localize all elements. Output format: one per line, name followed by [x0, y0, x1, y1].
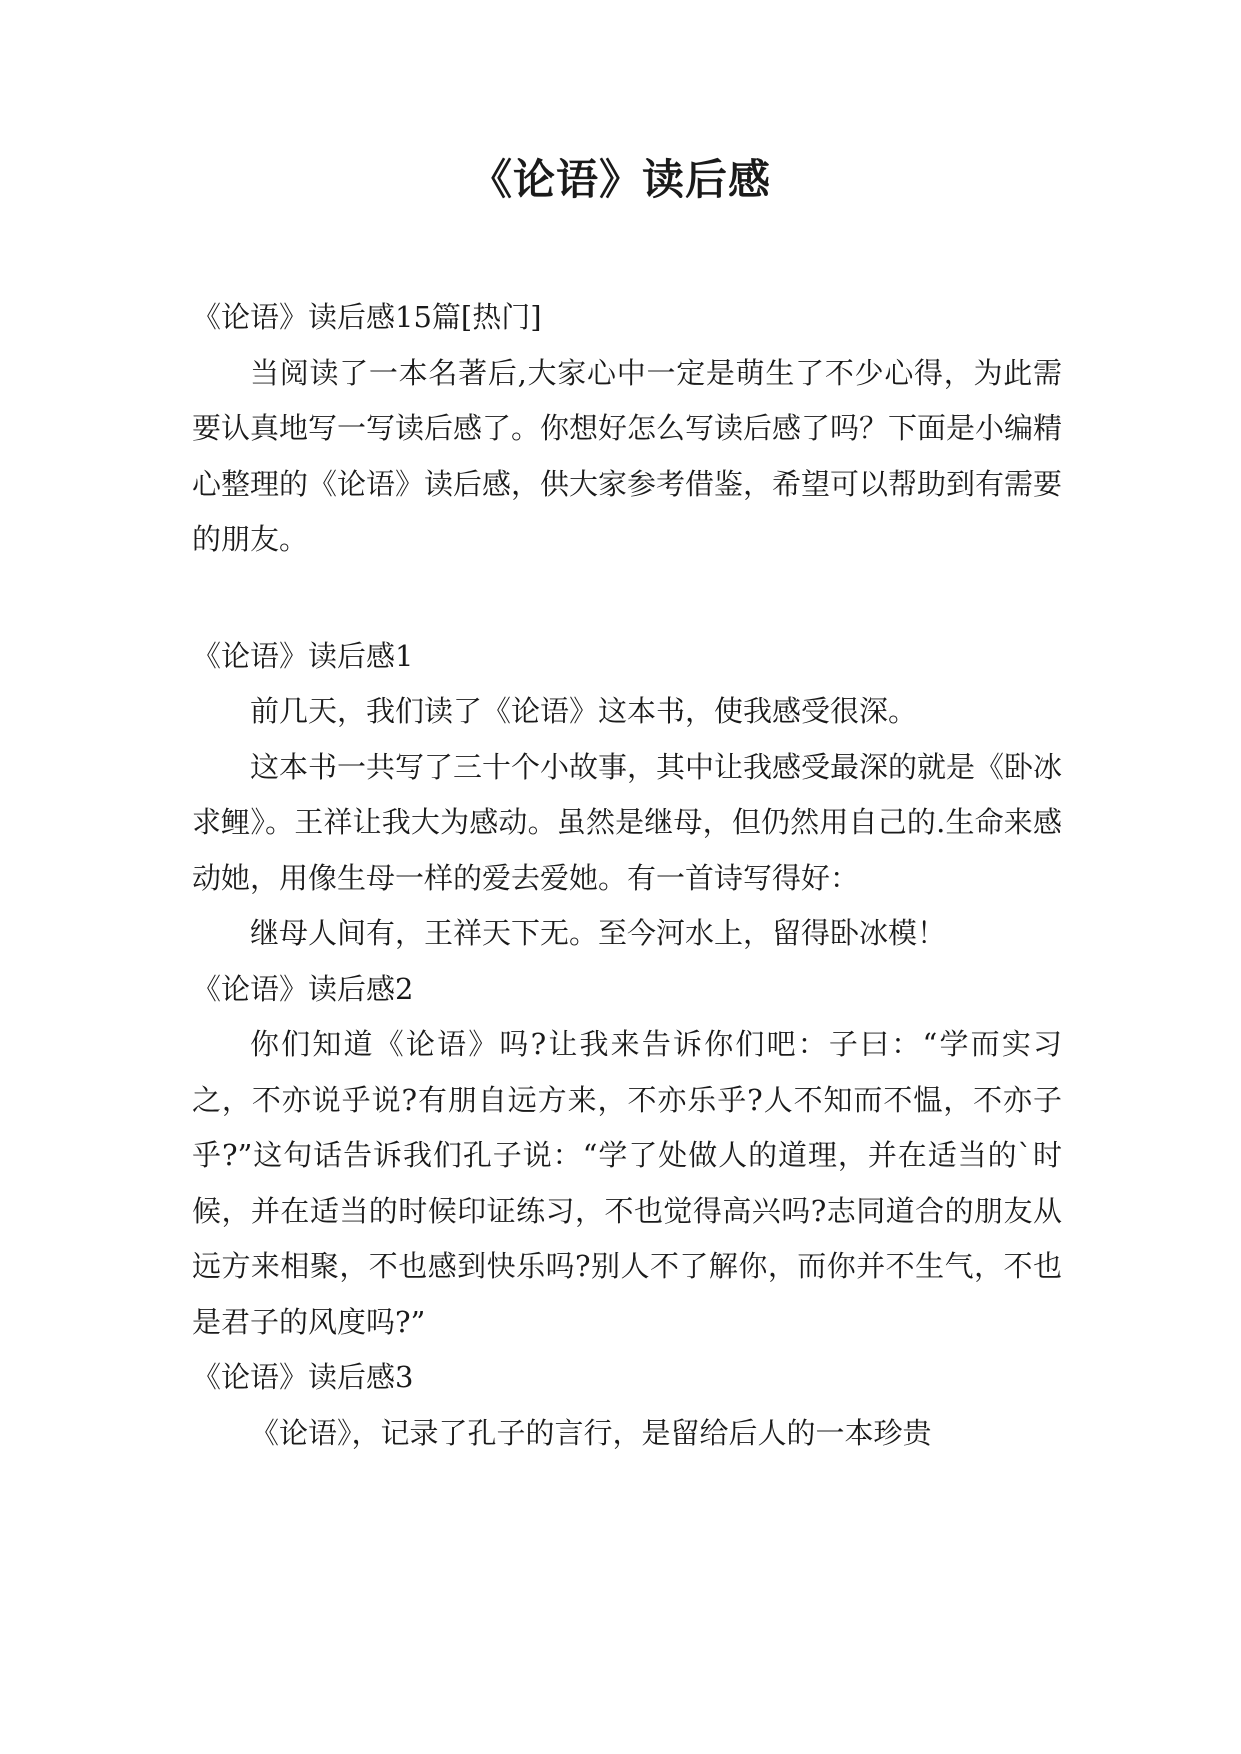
section-2-paragraph-1: 你们知道《论语》吗?让我来告诉你们吧：子曰：“学而实习之，不亦说乎说?有朋自远方来，不亦乐乎?人不知而不愠，不亦子乎?”这句话告诉我们孔子说：“学了处做人的道理，并在适当的`时候，并在适当的时候印证练习，不也觉得高兴吗?志同道合的朋友从远方来相聚，不也感到快乐吗?别人不了解你，而你并不生气，不也是君子的风度吗?” — [192, 1027, 1062, 1339]
intro-paragraph: 当阅读了一本名著后,大家心中一定是萌生了不少心得，为此需要认真地写一写读后感了。你想好怎么写读后感了吗？下面是小编精心整理的《论语》读后感，供大家参考借鉴，希望可以帮助到有需要的朋友。 — [192, 355, 1063, 556]
section-spacer — [192, 568, 1062, 629]
section-heading-3: 《论语》读后感3 — [192, 1360, 414, 1394]
section-3-paragraph-1: 《论语》，记录了孔子的言行，是留给后人的一本珍贵 — [250, 1415, 932, 1450]
document-body — [192, 290, 1062, 1461]
intro-heading: 《论语》读后感15篇[热门] — [192, 300, 542, 334]
section-1-paragraph-2: 这本书一共写了三十个小故事，其中让我感受最深的就是《卧冰求鲤》。王祥让我大为感动。虽然是继母，但仍然用自己的.生命来感动她，用像生母一样的爱去爱她。有一首诗写得好： — [192, 749, 1063, 895]
section-heading-1: 《论语》读后感1 — [192, 638, 414, 673]
document-title: 《论语》读后感 — [469, 155, 771, 204]
section-1-paragraph-1: 前几天，我们读了《论语》这本书，使我感受很深。 — [250, 694, 918, 728]
section-heading-2: 《论语》读后感2 — [192, 971, 414, 1006]
section-1-poem: 继母人间有，王祥天下无。至今河水上，留得卧冰模！ — [250, 916, 947, 950]
